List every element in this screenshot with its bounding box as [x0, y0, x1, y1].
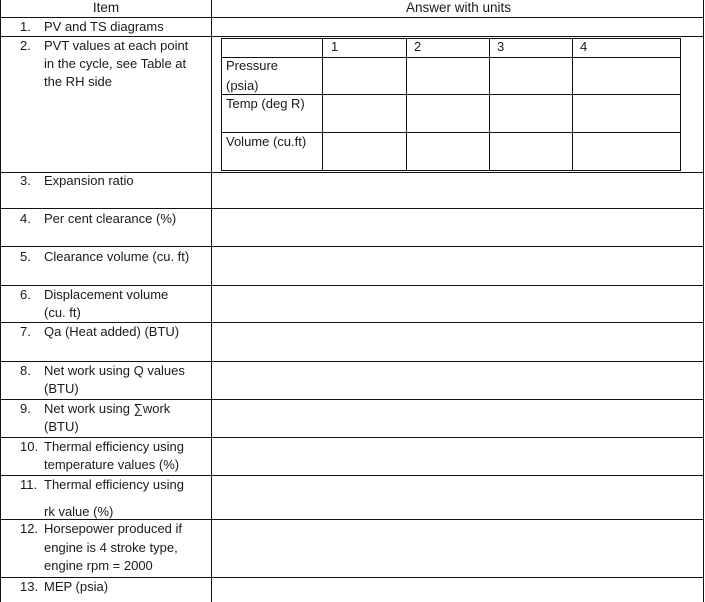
item-text: Net work using ∑work: [44, 401, 171, 416]
item-number: 7.: [20, 324, 31, 339]
item-text: rk value (%): [44, 504, 114, 519]
item-text: Expansion ratio: [44, 173, 134, 188]
pvt-table-line: [221, 170, 681, 171]
item-text: the RH side: [44, 74, 112, 89]
item-column-header: Item: [92, 0, 120, 15]
pvt-point-header: 1: [331, 39, 339, 54]
item-text: (BTU): [44, 381, 79, 396]
row-line: [0, 208, 704, 209]
pvt-table-line: [221, 38, 681, 39]
pvt-row-label: Temp (deg R): [226, 96, 305, 111]
item-text: MEP (psia): [44, 579, 109, 594]
pvt-point-header: 3: [497, 39, 505, 54]
pvt-table-line: [221, 38, 222, 171]
pvt-row-label: Volume (cu.ft): [226, 134, 307, 149]
item-text: Per cent clearance (%): [44, 211, 177, 226]
item-number: 9.: [20, 401, 31, 416]
item-text: PVT values at each point: [44, 38, 189, 53]
row-line: [0, 246, 704, 247]
item-number: 5.: [20, 249, 31, 264]
pvt-table-line: [406, 38, 407, 171]
item-text: Displacement volume: [44, 287, 169, 302]
pvt-table-line: [221, 57, 681, 58]
pvt-row-label: Pressure: [226, 58, 279, 73]
item-text: in the cycle, see Table at: [44, 56, 187, 71]
item-text: (BTU): [44, 419, 79, 434]
pvt-point-header: 4: [580, 39, 588, 54]
item-text: temperature values (%): [44, 457, 180, 472]
item-text: Horsepower produced if: [44, 521, 183, 536]
item-number: 11.: [20, 477, 38, 492]
item-number: 8.: [20, 363, 31, 378]
item-text: PV and TS diagrams: [44, 19, 164, 34]
item-number: 2.: [20, 38, 31, 53]
item-number: 3.: [20, 173, 31, 188]
column-divider: [211, 0, 212, 602]
item-number: 12.: [20, 521, 39, 536]
left-border: [0, 0, 1, 602]
pvt-table-line: [680, 38, 681, 171]
item-text: Clearance volume (cu. ft): [44, 249, 190, 264]
pvt-row-label: (psia): [226, 78, 259, 93]
item-number: 6.: [20, 287, 31, 302]
item-text: (cu. ft): [44, 305, 81, 320]
pvt-table-line: [572, 38, 573, 171]
right-border: [703, 0, 704, 602]
item-number: 10.: [20, 439, 39, 454]
item-text: engine is 4 stroke type,: [44, 540, 178, 555]
item-text: Net work using Q values: [44, 363, 185, 378]
pvt-point-header: 2: [414, 39, 422, 54]
item-text: Qa (Heat added) (BTU): [44, 324, 180, 339]
item-number: 1.: [20, 19, 31, 34]
answer-column-header: Answer with units: [405, 0, 512, 15]
item-text: engine rpm = 2000: [44, 558, 153, 573]
pvt-table-line: [322, 38, 323, 171]
item-text: Thermal efficiency using: [44, 439, 184, 454]
pvt-table-line: [489, 38, 490, 171]
item-number: 4.: [20, 211, 31, 226]
item-number: 13.: [20, 579, 39, 594]
item-text: Thermal efficiency using: [44, 477, 184, 492]
